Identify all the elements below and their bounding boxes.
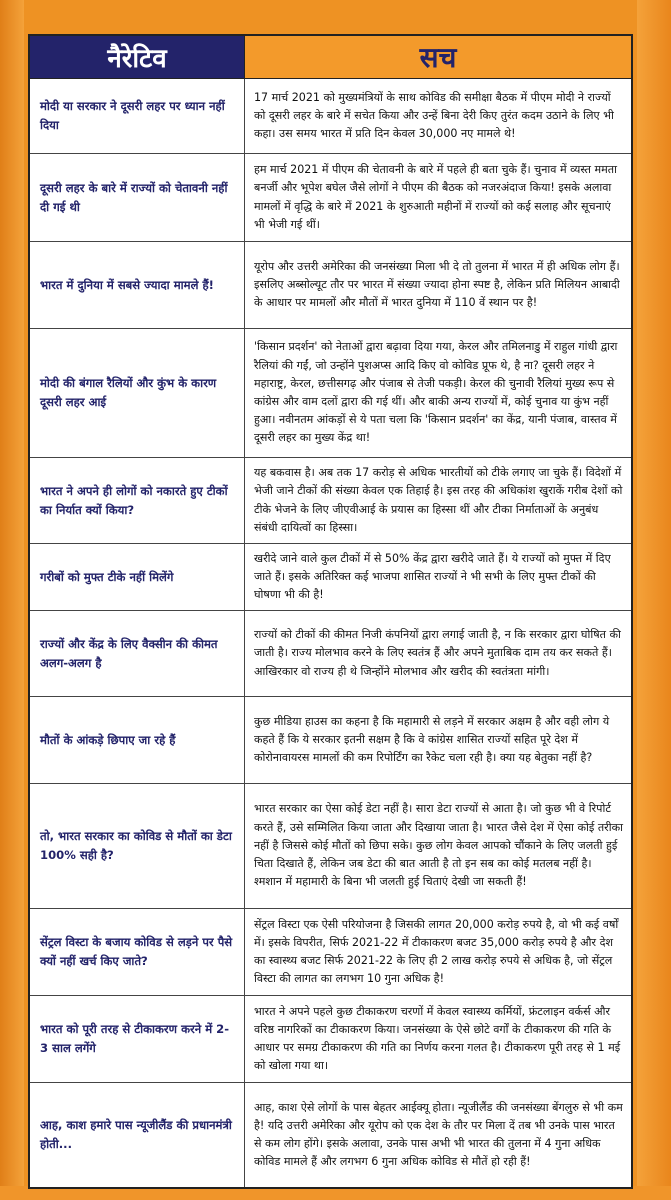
table-row: [30, 544, 631, 611]
truth-cell: भारत ने अपने पहले कुछ टीकाकरण चरणों में केवल स्वास्थ्य कर्मियों, फ्रंटलाइन वर्कर्स और वरिष्ठ नागरिकों का टीकाकरण किया। जनसंख्या के ऐसे छोटे वर्गों के टीकाकरण की गति के आधार पर समग्र टीकाकरण की गति का निर्णय करना गलत है। टीकाकरण पूरी तरह से 1 मई को खोला गया था।: [254, 1004, 621, 1073]
narrative-cell: दूसरी लहर के बारे में राज्यों को चेतावनी नहीं दी गई थी: [30, 154, 245, 241]
table-row: [30, 329, 631, 458]
table-header: [30, 36, 631, 79]
truth-cell: यूरोप और उत्तरी अमेरिका की जनसंख्या मिला भी दे तो तुलना में भारत में ही अधिक लोग हैं। इसलिए अब्सोल्यूट तौर पर भारत में संख्या ज्यादा होना स्पष्ट है, लेकिन प्रति मिलियन आबादी के आधार पर मामलों और मौतों में भारत दुनिया में 110 वें स्थान पर है!: [254, 259, 620, 310]
truth-cell: कुछ मीडिया हाउस का कहना है कि महामारी से लड़ने में सरकार अक्षम है और वही लोग ये कहते हैं कि ये सरकार इतनी सक्षम है कि वे कांग्रेस शासित राज्यों सहित पूरे देश में कोरोनावायरस मामलों की कम रिपोर्टिंग का रैकेट चला रही है। क्या यह बेतुका नहीं है?: [254, 714, 610, 765]
table-row: [30, 611, 631, 697]
narrative-cell: मौतों के आंकड़े छिपाए जा रहे हैं: [30, 697, 245, 783]
truth-cell: खरीदे जाने वाले कुल टीकों में से 50% केंद्र द्वारा खरीदे जाते हैं। ये राज्यों को मुफ्त में दिए जाते हैं। इसके अतिरिक्त कई भाजपा शासित राज्यों ने भी सभी के लिए मुफ्त टीकों की घोषणा भी की है!: [254, 551, 611, 602]
narrative-cell: आह, काश हमारे पास न्यूजीलैंड की प्रधानमंत्री होती...: [30, 1083, 245, 1187]
table-row: [30, 242, 631, 329]
table-row: [30, 79, 631, 154]
table-row: [30, 996, 631, 1083]
truth-cell: आह, काश ऐसे लोगों के पास बेहतर आईक्यू होता। न्यूजीलैंड की जनसंख्या बेंगलुरु से भी कम है! यदि उत्तरी अमेरिका और यूरोप को एक देश के तौर पर मिला दें तब भी उनके पास भारत से कम लोग होंगे। इसके अलावा, उनके पास अभी भी भारत की तुलना में 4 गुना अधिक कोविड मामले हैं और लगभग 6 गुना अधिक कोविड से मौतें हो रही हैं!: [254, 1100, 623, 1169]
table-row: [30, 154, 631, 242]
narrative-vs-truth-table: [28, 34, 633, 1189]
right-orange-border: [637, 0, 671, 1200]
left-orange-border: [0, 0, 24, 1200]
narrative-cell: भारत ने अपने ही लोगों को नकारते हुए टीकों का निर्यात क्यों किया?: [30, 458, 245, 543]
narrative-cell: तो, भारत सरकार का कोविड से मौतों का डेटा 100% सही है?: [30, 784, 245, 908]
table-row: [30, 697, 631, 784]
header-narrative: नैरेटिव: [30, 36, 245, 78]
narrative-cell: मोदी की बंगाल रैलियों और कुंभ के कारण दूसरी लहर आई: [30, 329, 245, 457]
truth-cell: हम मार्च 2021 में पीएम की चेतावनी के बारे में पहले ही बता चुके हैं। चुनाव में व्यस्त ममता बनर्जी और भूपेश बघेल जैसे लोगों ने पीएम की बैठक को नजरअंदाज किया! इसके अलावा मामलों में वृद्धि के बारे में 2021 के शुरुआती महीनों में राज्यों को कई सलाह और सूचनाएं भी भेजी गई थीं।: [254, 163, 617, 231]
truth-cell: भारत सरकार का ऐसा कोई डेटा नहीं है। सारा डेटा राज्यों से आता है। जो कुछ भी वे रिपोर्ट करते हैं, उसे सम्मिलित किया जाता और दिखाया जाता है। भारत जैसे देश में ऐसा कोई तरीका नहीं है जिससे कोई मौतों को छिपा सके। कुछ लोग केवल आपको चौंकाने के लिए जलती हुई चिता दिखाते हैं, लेकिन जब डेटा की बात आती है तो इन सब का कोई मतलब नहीं है। श्मशान में महामारी के बिना भी जलती हुई चिताएं देखी जा सकती हैं!: [254, 802, 623, 889]
truth-cell: सेंट्रल विस्टा एक ऐसी परियोजना है जिसकी लागत 20,000 करोड़ रुपये है, वो भी कई वर्षों में। इसके विपरीत, सिर्फ 2021-22 में टीकाकरण बजट 35,000 करोड़ रुपये है और देश का स्वास्थ्य बजट सिर्फ 2021-22 के लिए ही 2 लाख करोड़ रुपये से अधिक है, जो सेंट्रल विस्टा की लागत का लगभग 10 गुना अधिक है!: [254, 917, 619, 986]
header-truth: सच: [245, 36, 631, 78]
table-row: [30, 784, 631, 909]
narrative-cell: भारत में दुनिया में सबसे ज्यादा मामले हैं!: [30, 242, 245, 328]
narrative-cell: सेंट्रल विस्टा के बजाय कोविड से लड़ने पर पैसे क्यों नहीं खर्च किए जाते?: [30, 909, 245, 995]
narrative-cell: राज्यों और केंद्र के लिए वैक्सीन की कीमत अलग-अलग है: [30, 611, 245, 696]
table-body: [30, 79, 631, 1187]
narrative-cell: मोदी या सरकार ने दूसरी लहर पर ध्यान नहीं दिया: [30, 79, 245, 153]
truth-cell: 17 मार्च 2021 को मुख्यमंत्रियों के साथ कोविड की समीक्षा बैठक में पीएम मोदी ने राज्यों को दूसरी लहर के बारे में सचेत किया और उन्हें बिना देरी किए तुरंत कदम उठाने के लिए भी कहा। उस समय भारत में प्रति दिन केवल 30,000 नए मामले थे!: [254, 90, 614, 141]
narrative-cell: गरीबों को मुफ्त टीके नहीं मिलेंगे: [30, 544, 245, 610]
narrative-cell: भारत को पूरी तरह से टीकाकरण करने में 2-3 साल लगेंगे: [30, 996, 245, 1082]
table-row: [30, 1083, 631, 1187]
table-row: [30, 458, 631, 544]
table-row: [30, 909, 631, 996]
truth-cell: यह बकवास है। अब तक 17 करोड़ से अधिक भारतीयों को टीके लगाए जा चुके हैं। विदेशों में भेजी जाने टीकों की संख्या केवल एक तिहाई है। इस तरह की अधिकांश खुराकें गरीब देशों को टीके भेजने के लिए जीएवीआई के प्रयास का हिस्सा थीं और टीका निर्माताओं के अनुबंध संबंधी दायित्वों का हिस्सा।: [254, 466, 623, 534]
truth-cell: 'किसान प्रदर्शन' को नेताओं द्वारा बढ़ावा दिया गया, केरल और तमिलनाडु में राहुल गांधी द्वारा रैलियां की गईं, जो उन्होंने पुशअप्स आदि किए वो कोविड प्रूफ थे, है ना? दूसरी लहर ने महाराष्ट्र, केरल, छत्तीसगढ़ और पंजाब से तेजी पकड़ी। केरल की चुनावी रैलियां मुख्य रूप से कांग्रेस और वाम दलों द्वारा की गई थीं। और बाकी अन्य राज्यों में, कोई चुनाव या कुंभ नहीं हुआ। नवीनतम आंकड़ों से ये पता चला कि 'किसान प्रदर्शन' का केंद्र, यानी पंजाब, वास्तव में दूसरी लहर का मुख्य केंद्र था!: [254, 340, 618, 445]
truth-cell: राज्यों को टीकों की कीमत निजी कंपनियों द्वारा लगाई जाती है, न कि सरकार द्वारा घोषित की जाती है। राज्य मोलभाव करने के लिए स्वतंत्र हैं और अपने मुताबिक दाम तय कर सकते हैं। आखिरकार वो राज्य ही थे जिन्होंने मोलभाव और खरीद की स्वतंत्रता मांगी।: [254, 628, 621, 678]
